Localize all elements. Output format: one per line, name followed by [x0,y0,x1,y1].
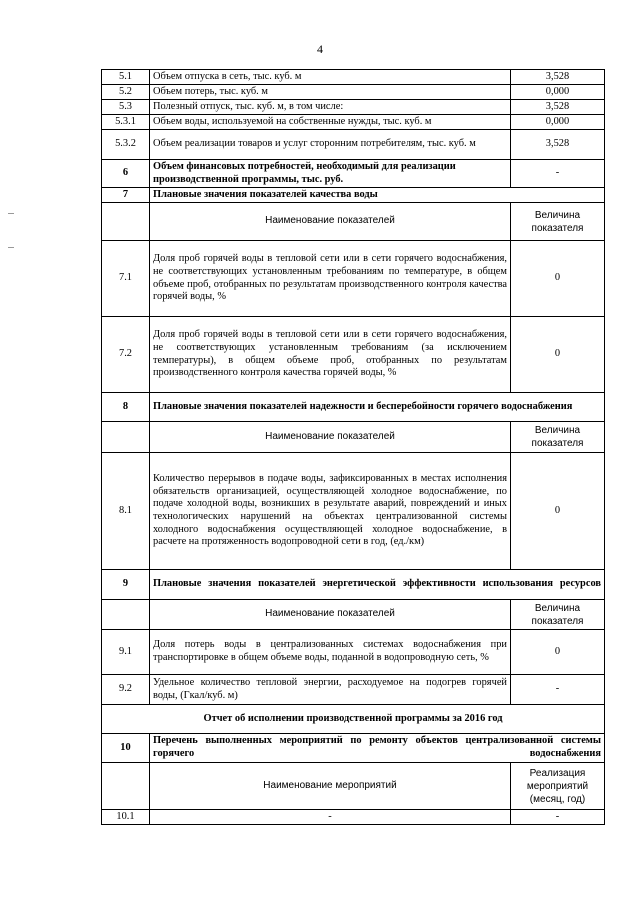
header-row [102,203,605,241]
row-value: 0 [511,630,605,675]
row-number: 10 [102,734,150,763]
header-row [102,600,605,630]
row-text: Доля потерь воды в централизованных системах водоснабжения при транспортировке в общем объеме воды, поданной в водопроводную сеть, % [150,630,511,675]
row-value: - [511,675,605,705]
header-row [102,763,605,810]
table-row [102,241,605,317]
row-number: 7.1 [102,241,150,317]
column-header: Реализация мероприятий (месяц, год) [511,763,605,810]
row-number: 9.2 [102,675,150,705]
column-header: Величина показателя [511,203,605,241]
row-value: 0 [511,317,605,393]
row-value: 0,000 [511,115,605,130]
row-value: - [511,810,605,825]
margin-mark [8,213,14,214]
row-value: - [511,160,605,188]
row-number: 7.2 [102,317,150,393]
row-number: 10.1 [102,810,150,825]
row-text: Объем реализации товаров и услуг сторонним потребителям, тыс. куб. м [150,130,511,160]
table-row [102,130,605,160]
section-title: Плановые значения показателей надежности и бесперебойности горячего водоснабжения [150,393,605,422]
program-table [101,69,605,825]
row-value: 3,528 [511,100,605,115]
section-title: Плановые значения показателей энергетической эффективности использования ресурсов [150,570,605,600]
row-number: 5.3.1 [102,115,150,130]
section-row [102,393,605,422]
row-number: 7 [102,188,150,203]
row-text: Объем воды, используемой на собственные нужды, тыс. куб. м [150,115,511,130]
section-row [102,734,605,763]
row-number: 6 [102,160,150,188]
row-number: 9 [102,570,150,600]
row-text: Объем отпуска в сеть, тыс. куб. м [150,70,511,85]
column-header: Наименование показателей [150,600,511,630]
table-row [102,85,605,100]
column-header: Наименование мероприятий [150,763,511,810]
row-number: 5.2 [102,85,150,100]
section-row [102,570,605,600]
table-row [102,675,605,705]
table-row [102,115,605,130]
row-number: 9.1 [102,630,150,675]
row-text: Объем финансовых потребностей, необходимый для реализации производственной программы, тыс. руб. [150,160,511,188]
row-number: 5.1 [102,70,150,85]
section-row [102,160,605,188]
row-text: Доля проб горячей воды в тепловой сети или в сети горячего водоснабжения, не соответствующих установленным требованиям по температуре, в общем объеме проб, отобранных по результатам производственного контроля качества горячей воды, % [150,241,511,317]
row-text: Количество перерывов в подаче воды, зафиксированных в местах исполнения обязательств организацией, осуществляющей холодное водоснабжение, по подаче холодной воды, возникших в результате аварий, повреждений и иных технологических нарушений на объектах централизованной системы холодного водоснабжения осуществляющей холодное водоснабжение, в расчете на протяженность водопроводной сети в год, (ед./км) [150,453,511,570]
table-row [102,630,605,675]
row-number: 5.3.2 [102,130,150,160]
row-text: - [150,810,511,825]
margin-mark [8,247,14,248]
column-header: Величина показателя [511,600,605,630]
table-row [102,100,605,115]
column-header: Наименование показателей [150,203,511,241]
row-number: 5.3 [102,100,150,115]
section-row [102,188,605,203]
page-number: 4 [317,42,323,56]
row-value: 3,528 [511,70,605,85]
column-header: Величина показателя [511,422,605,453]
report-row [102,705,605,734]
row-value: 0 [511,241,605,317]
row-text: Доля проб горячей воды в тепловой сети или в сети горячего водоснабжения, не соответствующих установленным требованиям (за исключением температуры), в общем объеме проб, отобранных по результатам производственного контроля качества горячей воды, % [150,317,511,393]
column-header: Наименование показателей [150,422,511,453]
row-text: Удельное количество тепловой энергии, расходуемое на подогрев горячей воды, (Гкал/куб. м) [150,675,511,705]
section-title: Перечень выполненных мероприятий по ремонту объектов централизованной системы горячего водоснабжения [150,734,605,763]
row-value: 3,528 [511,130,605,160]
table-row [102,453,605,570]
header-row [102,422,605,453]
row-number: 8 [102,393,150,422]
row-value: 0,000 [511,85,605,100]
row-text: Объем потерь, тыс. куб. м [150,85,511,100]
row-text: Полезный отпуск, тыс. куб. м, в том числе: [150,100,511,115]
table-row [102,70,605,85]
row-value: 0 [511,453,605,570]
row-number: 8.1 [102,453,150,570]
table-row [102,317,605,393]
report-title: Отчет об исполнении производственной программы за 2016 год [102,705,605,734]
section-title: Плановые значения показателей качества воды [150,188,605,203]
table-row [102,810,605,825]
